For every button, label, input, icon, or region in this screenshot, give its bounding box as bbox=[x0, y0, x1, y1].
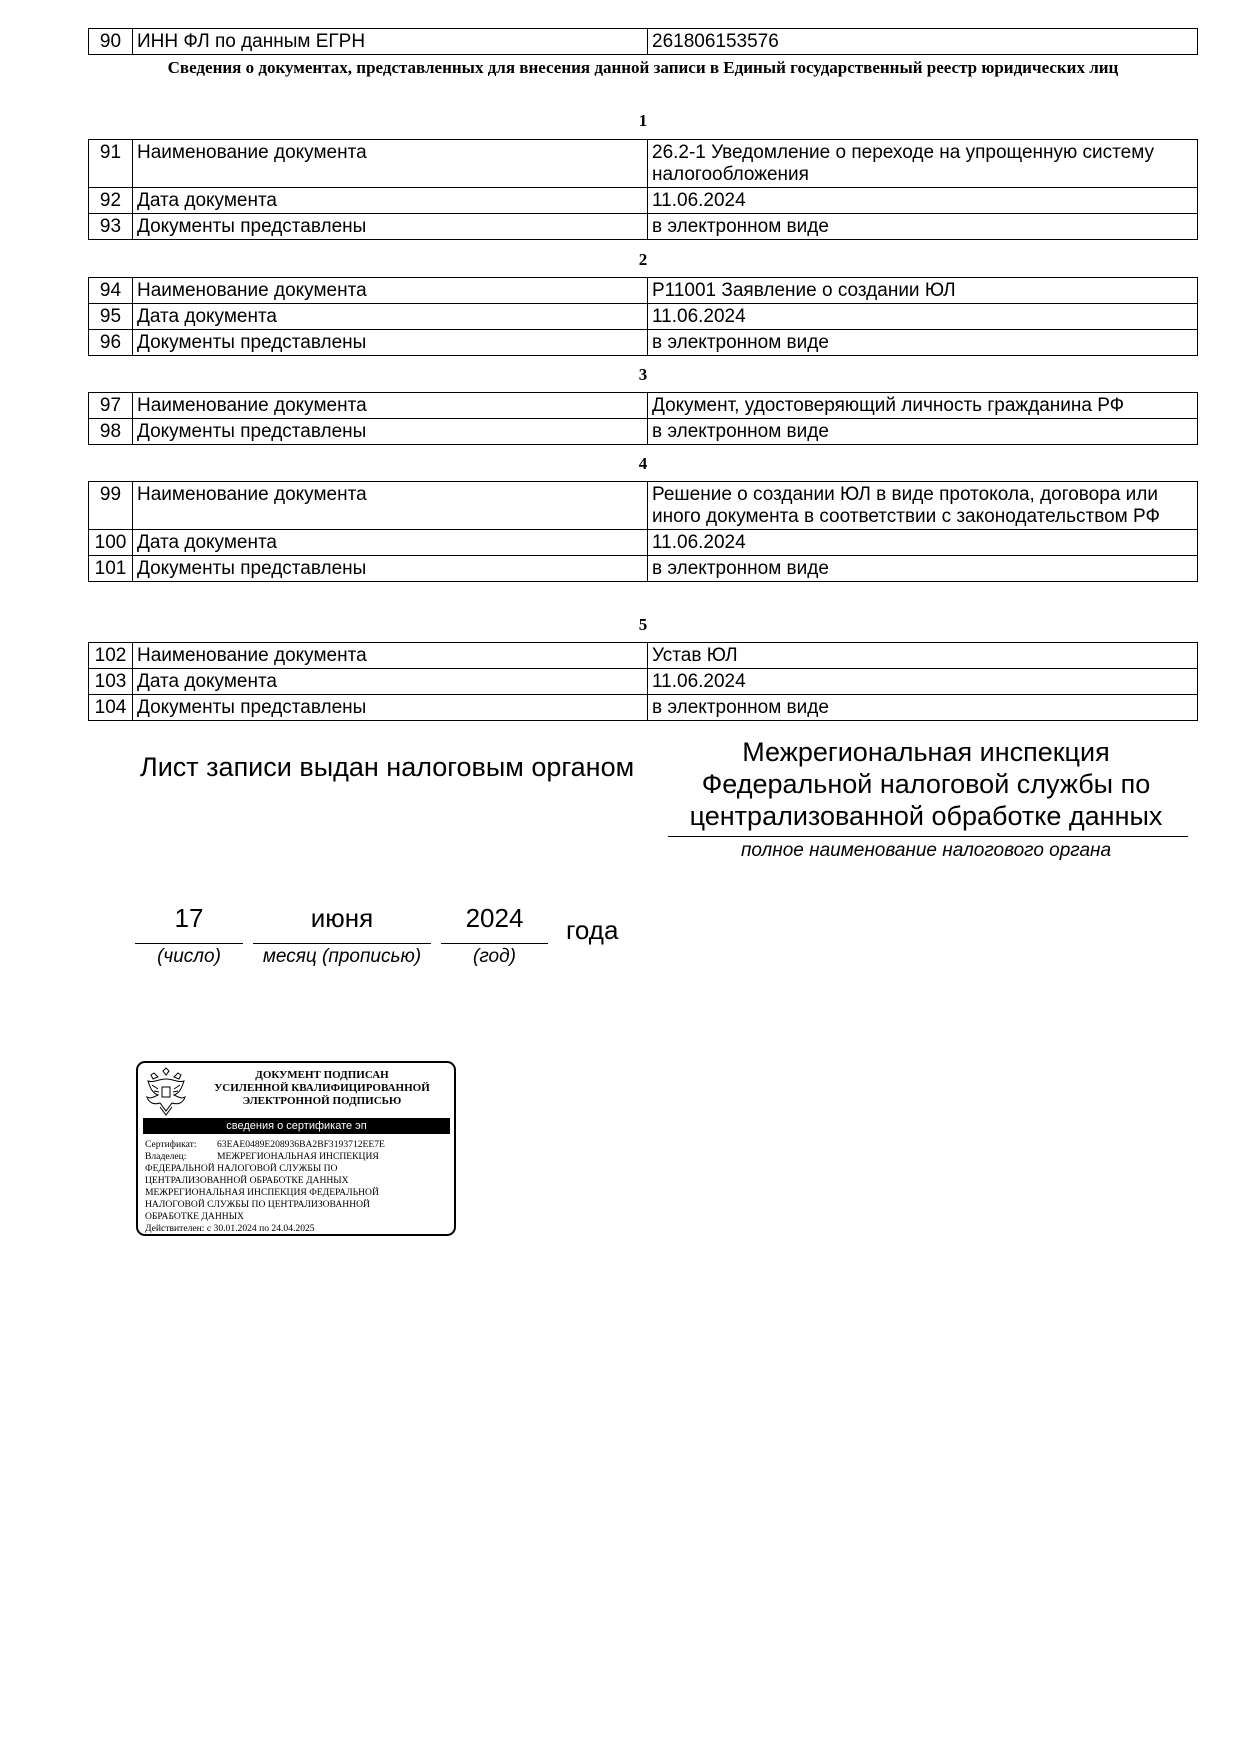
section-number: 4 bbox=[638, 454, 648, 473]
row-name: Наименование документа bbox=[133, 140, 648, 188]
section-number: 2 bbox=[638, 250, 648, 269]
table-row bbox=[89, 29, 1198, 55]
table-row bbox=[89, 419, 1198, 445]
row-number: 90 bbox=[89, 29, 133, 55]
documents-table-1 bbox=[88, 139, 1198, 240]
inn-table bbox=[88, 28, 1198, 55]
row-value: Решение о создании ЮЛ в виде протокола, договора или иного документа в соответствии с законодательством РФ bbox=[648, 482, 1198, 530]
table-row bbox=[89, 669, 1198, 695]
row-value: в электронном виде bbox=[648, 419, 1198, 445]
section-number: 1 bbox=[638, 111, 648, 130]
validity-label: Действителен: bbox=[145, 1223, 205, 1234]
table-row bbox=[89, 556, 1198, 582]
row-value: в электронном виде bbox=[648, 330, 1198, 356]
stamp-title-line: УСИЛЕННОЙ КВАЛИФИЦИРОВАННОЙ bbox=[214, 1082, 430, 1094]
date-year-underline bbox=[441, 943, 548, 944]
date-year: 2024 bbox=[465, 903, 524, 933]
row-number: 102 bbox=[89, 643, 133, 669]
double-headed-eagle-emblem-icon bbox=[144, 1067, 188, 1117]
table-row bbox=[89, 393, 1198, 419]
row-value: в электронном виде bbox=[648, 214, 1198, 240]
stamp-title-line: ДОКУМЕНТ ПОДПИСАН bbox=[255, 1069, 389, 1081]
row-number: 93 bbox=[89, 214, 133, 240]
row-number: 99 bbox=[89, 482, 133, 530]
authority-underline bbox=[668, 836, 1188, 837]
section-number: 3 bbox=[638, 365, 648, 384]
stamp-title-line: ЭЛЕКТРОННОЙ ПОДПИСЬЮ bbox=[242, 1095, 402, 1107]
row-name: Документы представлены bbox=[133, 695, 648, 721]
row-value: Документ, удостоверяющий личность гражданина РФ bbox=[648, 393, 1198, 419]
date-year-caption: (год) bbox=[473, 946, 516, 967]
date-month: июня bbox=[310, 903, 374, 933]
row-value: 261806153576 bbox=[648, 29, 1198, 55]
row-name: Дата документа bbox=[133, 304, 648, 330]
row-value: 11.06.2024 bbox=[648, 304, 1198, 330]
row-value: 26.2-1 Уведомление о переходе на упрощенную систему налогообложения bbox=[648, 140, 1198, 188]
row-name: Документы представлены bbox=[133, 419, 648, 445]
table-row bbox=[89, 330, 1198, 356]
certificate-label: Сертификат: bbox=[145, 1139, 197, 1150]
e-signature-stamp bbox=[136, 1061, 456, 1236]
row-name: Документы представлены bbox=[133, 214, 648, 240]
row-number: 101 bbox=[89, 556, 133, 582]
table-row bbox=[89, 214, 1198, 240]
table-row bbox=[89, 482, 1198, 530]
documents-heading: Сведения о документах, представленных для внесения данной записи в Единый государственный реестр юридических лиц bbox=[167, 58, 1119, 77]
row-number: 96 bbox=[89, 330, 133, 356]
row-value: 11.06.2024 bbox=[648, 669, 1198, 695]
row-name: Дата документа bbox=[133, 530, 648, 556]
documents-table-4 bbox=[88, 481, 1198, 582]
owner-line: НАЛОГОВОЙ СЛУЖБЫ ПО ЦЕНТРАЛИЗОВАННОЙ bbox=[145, 1199, 370, 1210]
row-number: 95 bbox=[89, 304, 133, 330]
table-row bbox=[89, 140, 1198, 188]
row-value: в электронном виде bbox=[648, 695, 1198, 721]
certificate-row bbox=[145, 1139, 451, 1151]
row-number: 104 bbox=[89, 695, 133, 721]
documents-table-3 bbox=[88, 392, 1198, 445]
tax-authority-name: Межрегиональная инспекция Федеральной налоговой службы по централизованной обработке данных bbox=[689, 737, 1163, 831]
table-row bbox=[89, 278, 1198, 304]
certificate-info-bar: сведения о сертификате эп bbox=[143, 1118, 450, 1134]
row-number: 98 bbox=[89, 419, 133, 445]
table-row bbox=[89, 188, 1198, 214]
table-row bbox=[89, 643, 1198, 669]
date-month-underline bbox=[253, 943, 431, 944]
row-number: 92 bbox=[89, 188, 133, 214]
row-name: Наименование документа bbox=[133, 482, 648, 530]
issued-by-label: Лист записи выдан налоговым органом bbox=[140, 752, 635, 782]
date-month-caption: месяц (прописью) bbox=[262, 946, 422, 967]
certificate-details bbox=[145, 1139, 451, 1235]
row-name: Дата документа bbox=[133, 188, 648, 214]
date-day: 17 bbox=[174, 903, 204, 933]
table-row bbox=[89, 530, 1198, 556]
row-value: Р11001 Заявление о создании ЮЛ bbox=[648, 278, 1198, 304]
authority-caption: полное наименование налогового органа bbox=[740, 840, 1112, 861]
row-number: 94 bbox=[89, 278, 133, 304]
row-name: ИНН ФЛ по данным ЕГРН bbox=[133, 29, 648, 55]
owner-line: ФЕДЕРАЛЬНОЙ НАЛОГОВОЙ СЛУЖБЫ ПО bbox=[145, 1163, 338, 1174]
table-row bbox=[89, 304, 1198, 330]
owner-line: МЕЖРЕГИОНАЛЬНАЯ ИНСПЕКЦИЯ ФЕДЕРАЛЬНОЙ bbox=[145, 1187, 379, 1198]
row-name: Документы представлены bbox=[133, 330, 648, 356]
validity-row bbox=[145, 1223, 451, 1235]
owner-line: ЦЕНТРАЛИЗОВАННОЙ ОБРАБОТКЕ ДАННЫХ bbox=[145, 1175, 349, 1186]
row-name: Документы представлены bbox=[133, 556, 648, 582]
table-row bbox=[89, 695, 1198, 721]
owner-label: Владелец: bbox=[145, 1151, 187, 1162]
section-number: 5 bbox=[638, 615, 648, 634]
documents-table-5 bbox=[88, 642, 1198, 721]
owner-line: ОБРАБОТКЕ ДАННЫХ bbox=[145, 1211, 244, 1222]
row-number: 100 bbox=[89, 530, 133, 556]
stamp-title bbox=[192, 1069, 452, 1108]
row-number: 97 bbox=[89, 393, 133, 419]
row-name: Наименование документа bbox=[133, 278, 648, 304]
row-value: в электронном виде bbox=[648, 556, 1198, 582]
documents-table-2 bbox=[88, 277, 1198, 356]
owner-row bbox=[145, 1151, 451, 1163]
row-number: 103 bbox=[89, 669, 133, 695]
row-value: 11.06.2024 bbox=[648, 188, 1198, 214]
certificate-serial: 63EAE0489E208936BA2BF3193712EE7E bbox=[217, 1139, 385, 1150]
date-day-underline bbox=[135, 943, 243, 944]
row-name: Дата документа bbox=[133, 669, 648, 695]
row-value: Устав ЮЛ bbox=[648, 643, 1198, 669]
date-suffix: года bbox=[566, 915, 619, 945]
validity-period: с 30.01.2024 по 24.04.2025 bbox=[206, 1223, 315, 1234]
row-name: Наименование документа bbox=[133, 393, 648, 419]
owner-line: МЕЖРЕГИОНАЛЬНАЯ ИНСПЕКЦИЯ bbox=[217, 1151, 379, 1162]
row-name: Наименование документа bbox=[133, 643, 648, 669]
date-day-caption: (число) bbox=[157, 946, 221, 967]
row-value: 11.06.2024 bbox=[648, 530, 1198, 556]
row-number: 91 bbox=[89, 140, 133, 188]
